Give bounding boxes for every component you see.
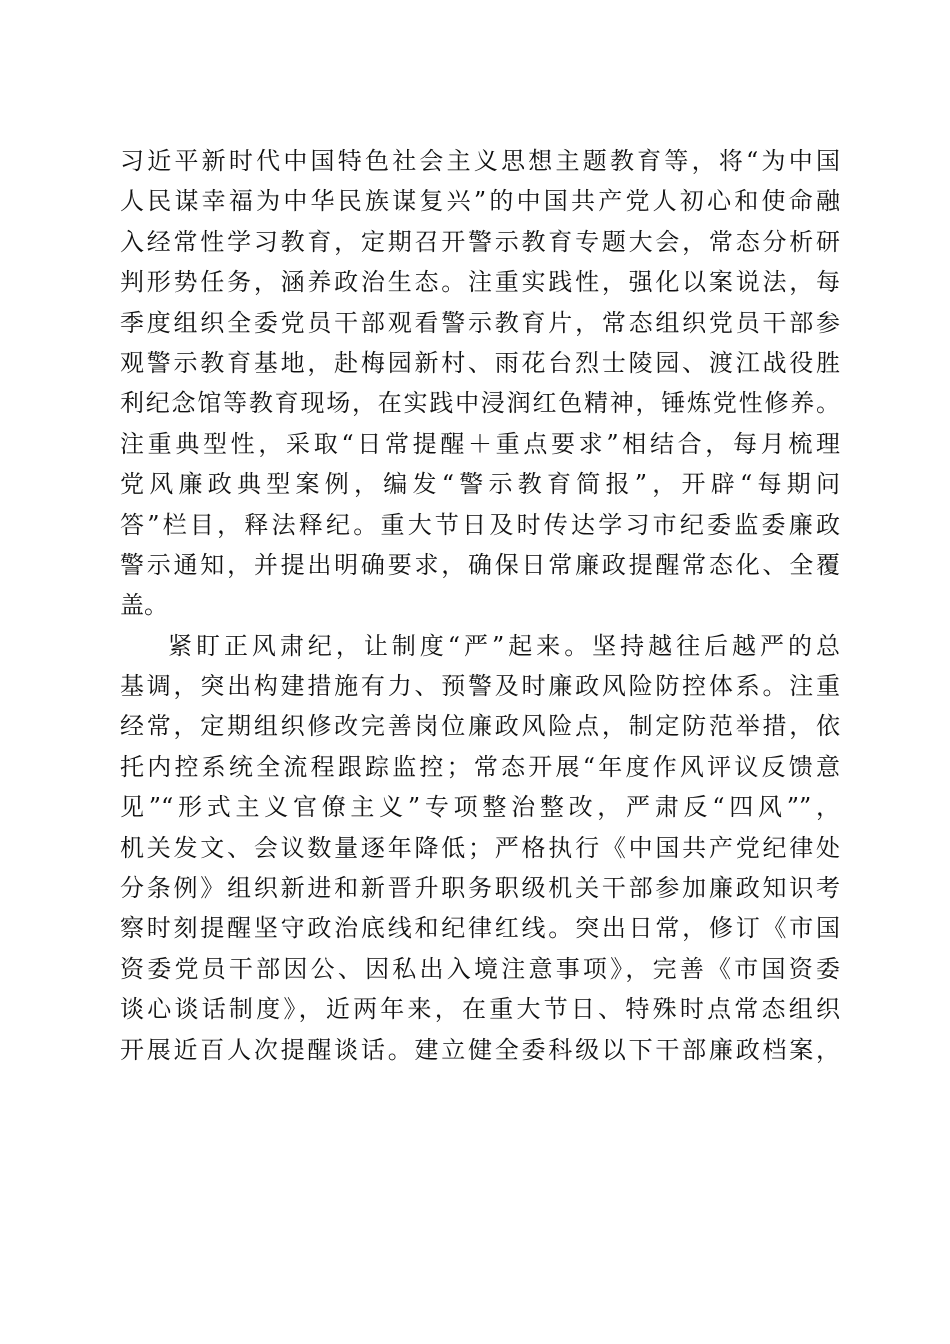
body-text — [120, 141, 840, 1070]
text-line: 入经常性学习教育，定期召开警示教育专题大会，常态分析研 — [120, 227, 840, 256]
text-line: 季度组织全委党员干部观看警示教育片，常态组织党员干部参 — [120, 308, 840, 337]
text-line: 基调，突出构建措施有力、预警及时廉政风险防控体系。注重 — [120, 672, 840, 701]
text-line: 警示通知，并提出明确要求，确保日常廉政提醒常态化、全覆 — [120, 550, 840, 579]
text-line: 人民谋幸福为中华民族谋复兴”的中国共产党人初心和使命融 — [120, 187, 840, 216]
text-line: 习近平新时代中国特色社会主义思想主题教育等，将“为中国 — [120, 147, 840, 175]
text-line: 托内控系统全流程跟踪监控；常态开展“年度作风评议反馈意 — [120, 752, 840, 781]
text-line-paragraph-end: 盖。 — [120, 591, 168, 620]
text-line: 党风廉政典型案例，编发“警示教育简报”，开辟“每期问 — [120, 470, 840, 499]
text-line: 机关发文、会议数量逐年降低；严格执行《中国共产党纪律处 — [120, 833, 840, 862]
text-line: 资委党员干部因公、因私出入境注意事项》，完善《市国资委 — [120, 954, 840, 983]
text-line: 答”栏目，释法释纪。重大节日及时传达学习市纪委监委廉政 — [120, 510, 840, 539]
text-line: 分条例》组织新进和新晋升职务职级机关干部参加廉政知识考 — [120, 874, 840, 903]
text-line: 开展近百人次提醒谈话。建立健全委科级以下干部廉政档案， — [120, 1035, 840, 1064]
text-line: 利纪念馆等教育现场，在实践中浸润红色精神，锤炼党性修养。 — [120, 389, 840, 418]
text-line: 谈心谈话制度》，近两年来，在重大节日、特殊时点常态组织 — [120, 995, 840, 1024]
text-line: 见”“形式主义官僚主义”专项整治整改，严肃反“四风””， — [120, 793, 840, 822]
text-line: 观警示教育基地，赴梅园新村、雨花台烈士陵园、渡江战役胜 — [120, 348, 840, 377]
text-line: 注重典型性，采取“日常提醒＋重点要求”相结合，每月梳理 — [120, 429, 840, 458]
text-line-paragraph-start: 紧盯正风肃纪，让制度“严”起来。坚持越往后越严的总 — [168, 631, 840, 660]
text-line: 经常，定期组织修改完善岗位廉政风险点，制定防范举措，依 — [120, 712, 840, 741]
text-line: 察时刻提醒坚守政治底线和纪律红线。突出日常，修订《市国 — [120, 914, 840, 943]
text-line: 判形势任务，涵养政治生态。注重实践性，强化以案说法，每 — [120, 268, 840, 297]
